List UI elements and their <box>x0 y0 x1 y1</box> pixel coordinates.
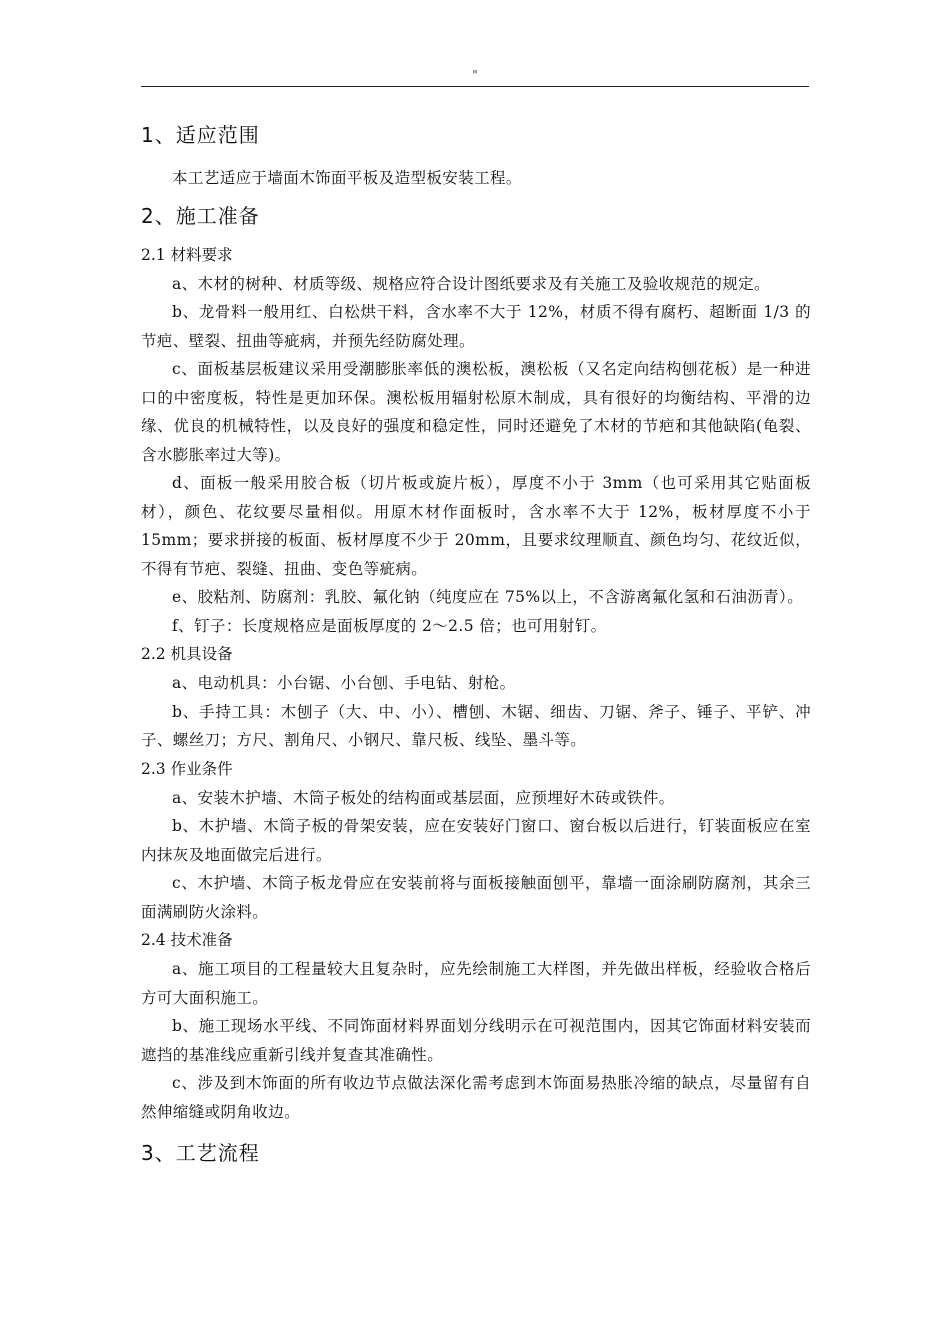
paragraph-2-1-f: f、钉子：长度规格应是面板厚度的 2～2.5 倍；也可用射钉。 <box>172 616 607 635</box>
paragraph-2-1-a: a、木材的树种、材质等级、规格应符合设计图纸要求及有关施工及验收规范的规定。 <box>172 274 770 293</box>
paragraph-2-3-c: c、木护墙、木筒子板龙骨应在安装前将与面板接触面刨平，靠墙一面涂刷防腐剂，其余三面满刷防火涂料。 <box>141 874 811 921</box>
paragraph-2-4-c: c、涉及到木饰面的所有收边节点做法深化需考虑到木饰面易热胀冷缩的缺点，尽量留有自然伸缩缝或阴角收边。 <box>141 1074 811 1121</box>
paragraph-2-3-b: b、木护墙、木筒子板的骨架安装，应在安装好门窗口、窗台板以后进行，钉装面板应在室内抹灰及地面做完后进行。 <box>141 817 811 864</box>
section-1-title: 1、适应范围 <box>141 123 260 147</box>
paragraph-2-4-a: a、施工项目的工程量较大且复杂时，应先绘制施工大样图，并先做出样板，经验收合格后方可大面积施工。 <box>141 960 811 1007</box>
paragraph-2-2-a: a、电动机具：小台锯、小台刨、手电钻、射枪。 <box>172 674 516 692</box>
paragraph-2-1-b: b、龙骨料一般用红、白松烘干料，含水率不大于 12%，材质不得有腐朽、超断面 1/3 的节疤、壁裂、扭曲等疵病，并预先经防腐处理。 <box>141 303 811 350</box>
document-body <box>141 118 811 1170</box>
paragraph-2-1-e: e、胶粘剂、防腐剂：乳胶、氟化钠（纯度应在 75%以上，不含游离氟化氢和石油沥青）。 <box>172 588 804 606</box>
subsection-2-1-title: 2.1 材料要求 <box>141 245 233 264</box>
section-2-title: 2、施工准备 <box>141 203 260 228</box>
subsection-2-4-title: 2.4 技术准备 <box>141 931 233 949</box>
header-mark: " <box>472 68 478 82</box>
paragraph-2-3-a: a、安装木护墙、木筒子板处的结构面或基层面，应预埋好木砖或铁件。 <box>172 788 675 807</box>
section-3-title: 3、工艺流程 <box>141 1141 260 1165</box>
paragraph-2-4-b: b、施工现场水平线、不同饰面材料界面划分线明示在可视范围内，因其它饰面材料安装而遮挡的基准线应重新引线并复查其准确性。 <box>141 1017 811 1064</box>
subsection-2-3-title: 2.3 作业条件 <box>141 759 233 778</box>
subsection-2-2-title: 2.2 机具设备 <box>141 645 233 663</box>
section-1-text: 本工艺适应于墙面木饰面平板及造型板安装工程。 <box>172 169 522 187</box>
paragraph-2-1-c: c、面板基层板建议采用受潮膨胀率低的澳松板，澳松板（又名定向结构刨花板）是一种进口的中密度板，特性是更加环保。澳松板用辐射松原木制成，具有很好的均衡结构、平滑的边缘、优良的机械特性，以及良好的强度和稳定性，同时还避免了木材的节疤和其他缺陷(龟裂、含水膨胀率过大等)。 <box>141 360 811 464</box>
header-rule <box>141 86 809 87</box>
paragraph-2-2-b: b、手持工具：木刨子（大、中、小）、槽刨、木锯、细齿、刀锯、斧子、锤子、平铲、冲子、螺丝刀；方尺、割角尺、小钢尺、靠尺板、线坠、墨斗等。 <box>141 702 811 749</box>
paragraph-2-1-d: d、面板一般采用胶合板（切片板或旋片板），厚度不小于 3mm（也可采用其它贴面板材），颜色、花纹要尽量相似。用原木材作面板时，含水率不大于 12%，板材厚度不小于 15mm；要求拼接的板面、板材厚度不少于 20mm，且要求纹理顺直、颜色均匀、花纹近似，不得有节疤、裂缝、扭曲、变色等疵病。 <box>141 474 811 578</box>
